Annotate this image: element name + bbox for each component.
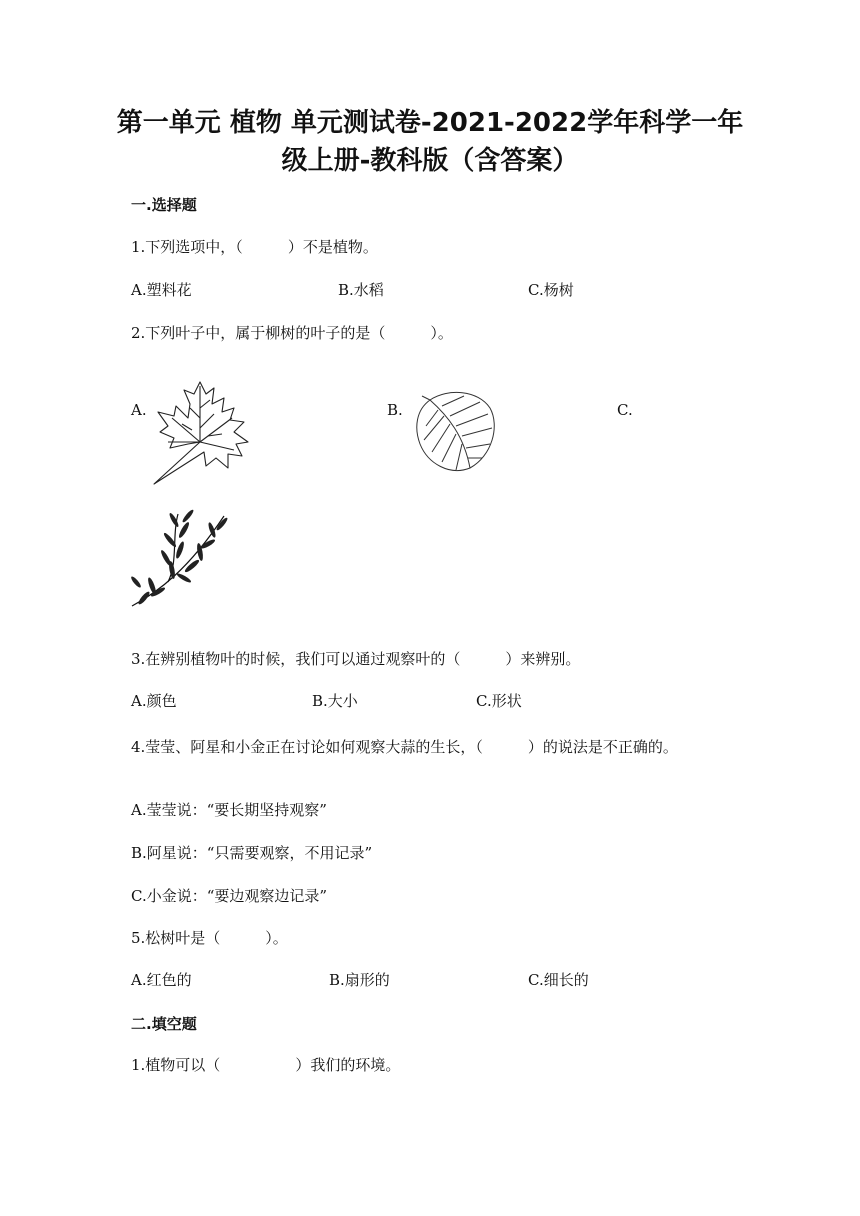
round-leaf-image [408, 386, 498, 474]
question-2: 2.下列叶子中，属于柳树的叶子的是（ ）。 [131, 324, 453, 342]
q2-option-b: B. [387, 401, 403, 419]
q5-option-b: B.扇形的 [329, 971, 390, 989]
question-3: 3.在辨别植物叶的时候，我们可以通过观察叶的（ ）来辨别。 [131, 650, 581, 668]
document-title: 第一单元 植物 单元测试卷-2021-2022学年科学一年级上册-教科版（含答案） [116, 108, 744, 176]
q5-option-c: C.细长的 [528, 971, 589, 989]
q2-option-c: C. [617, 401, 633, 419]
question-4: 4.莹莹、阿星和小金正在讨论如何观察大蒜的生长，（ ）的说法是不正确的。 [131, 738, 678, 756]
q2-option-a: A. [131, 401, 147, 419]
q5-option-a: A.红色的 [131, 971, 192, 989]
question-5: 5.松树叶是（ ）。 [131, 929, 288, 947]
q1-option-b: B.水稻 [338, 281, 384, 299]
maple-leaf-image [148, 378, 260, 490]
q1-option-c: C.杨树 [528, 281, 574, 299]
q3-option-a: A.颜色 [131, 692, 177, 710]
section-heading-fill-blank: 二.填空题 [131, 1015, 197, 1033]
q4-option-b: B.阿星说：“只需要观察，不用记录” [131, 844, 373, 862]
q4-option-a: A.莹莹说：“要长期坚持观察” [131, 801, 327, 819]
q1-option-a: A.塑料花 [131, 281, 192, 299]
q3-option-b: B.大小 [312, 692, 358, 710]
q3-option-c: C.形状 [476, 692, 522, 710]
willow-branch-image [128, 506, 232, 612]
question-1: 1.下列选项中，（ ）不是植物。 [131, 238, 378, 256]
q4-option-c: C.小金说：“要边观察边记录” [131, 887, 328, 905]
fill-question-1: 1.植物可以（ ）我们的环境。 [131, 1056, 401, 1074]
section-heading-choice: 一.选择题 [131, 196, 197, 214]
